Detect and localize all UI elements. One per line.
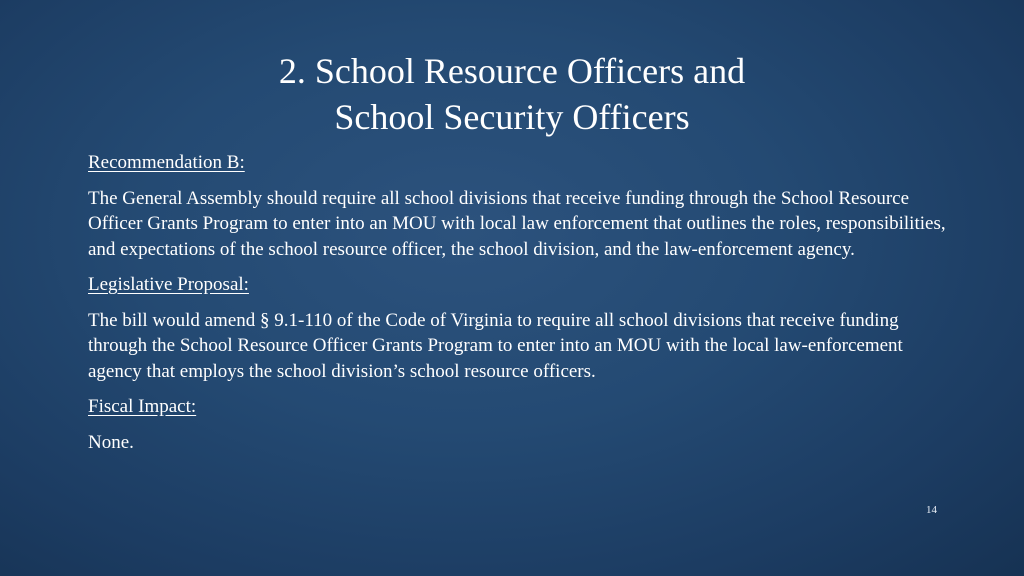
fiscal-impact-heading: Fiscal Impact: (88, 396, 197, 417)
recommendation-text: The General Assembly should require all school divisions that receive funding through the School Resource Officer Grants Program to enter into an MOU with local law enforcement that outlines the roles, responsibilities, and expectations of the school resource officer, the school division, and the law-enforcement agency. (88, 187, 946, 260)
recommendation-heading: Recommendation B: (88, 152, 245, 173)
legislative-proposal-heading: Legislative Proposal: (88, 274, 249, 295)
slide-body (88, 150, 948, 465)
slide-title-line-2: School Security Officers (334, 97, 690, 137)
fiscal-impact-text: None. (88, 431, 134, 453)
page-number: 14 (926, 504, 937, 516)
slide-title-line-1: 2. School Resource Officers and (278, 51, 746, 91)
legislative-proposal-text: The bill would amend § 9.1-110 of the Code of Virginia to require all school divisions that receive funding through the School Resource Officer Grants Program to enter into an MOU with the local law-enforcement agency that employs the school division’s school resource officers. (88, 309, 903, 382)
slide-title (0, 48, 1024, 140)
